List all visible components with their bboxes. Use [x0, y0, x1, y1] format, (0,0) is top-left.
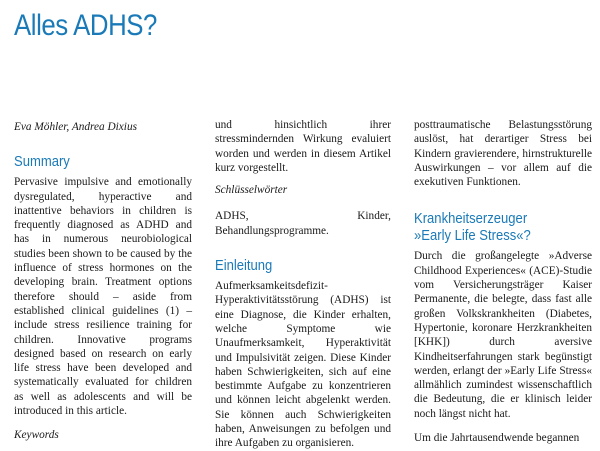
- closing-text: Um die Jahrtausendwende begannen: [414, 432, 580, 445]
- ptsd-continuation-text: posttraumatische Belastungsstörung auslöst, hat derartiger Stress bei Kindern gravierendere, hirnstrukturelle Auswirkungen – vor allem auf die exekutiven Funktionen.: [414, 119, 592, 189]
- column-3: [414, 118, 592, 445]
- einleitung-heading: Einleitung: [215, 258, 273, 275]
- krankheitserzeuger-heading-line1: Krankheitserzeuger: [414, 211, 528, 228]
- page-title: Alles ADHS?: [14, 9, 157, 42]
- keywords-label: Keywords: [14, 429, 59, 442]
- krankheitserzeuger-text: Durch die großangelegte »Adverse Childhood Experiences« (ACE)-Studie vom Versicherungsträger Kaiser Permanente, die belegte, dass fast alle großen Volkskrankheiten (Diabetes, Hypertonie, koronare Herzkrankheiten [KHK]) durch aversive Kindheitserfahrungen stark begünstigt werden, erlangt der »Early Life Stress« allmählich zumindest wissenschaftlich die Bedeutung, die er klinisch leider noch längst nicht hat.: [414, 250, 592, 420]
- authors: Eva Möhler, Andrea Dixius: [14, 121, 137, 133]
- column-2: [215, 118, 391, 451]
- column-1: [14, 120, 192, 443]
- summary-text: Pervasive impulsive and emotionally dysregulated, hyperactive and inattentive behaviors in children is frequently diagnosed as ADHD and has in numerous neurobiological studies been shown to be caused by the influence of stress hormones on the developing brain. Treatment options therefore should – aside from established clinical guidelines (1) – include stress resilience training for children. Innovative programs designed based on research on early life stress have been developed and systematically evaluated for children as well as adolescents and will be introduced in this article.: [14, 176, 192, 418]
- schluesselwoerter-label: Schlüsselwörter: [215, 184, 288, 197]
- krankheitserzeuger-heading-line2: »Early Life Stress«?: [414, 228, 531, 245]
- einleitung-text: Aufmerksamkeitsdefizit-Hyperaktivitätsstörung (ADHS) ist eine Diagnose, die Kinder erhalten, welche Symptome wie Unaufmerksamkeit, Hyperaktivität und Impulsivität zeigen. Diese Kinder haben Schwierigkeiten, sich auf eine bestimmte Aufgabe zu konzentrieren und können leicht abgelenkt werden. Sie können auch Schwierigkeiten haben, Anweisungen zu befolgen und ihre Aufgaben zu organisieren.: [215, 280, 391, 450]
- intro-continuation-text: und hinsichtlich ihrer stressmindernden Wirkung evaluiert worden und werden in diesem Artikel kurz vorgestellt.: [215, 119, 391, 174]
- schluesselwoerter-text: ADHS, Kinder, Behandlungsprogramme.: [215, 210, 391, 237]
- summary-heading: Summary: [14, 154, 70, 171]
